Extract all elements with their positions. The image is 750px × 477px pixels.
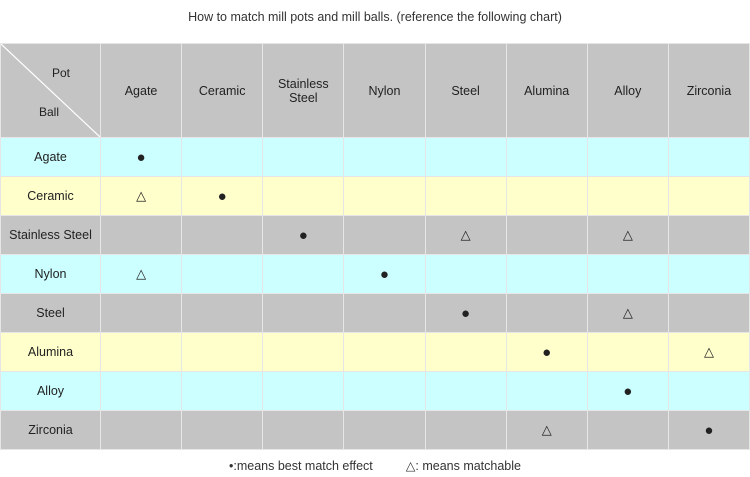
- table-cell: [344, 372, 425, 411]
- row-header: Ceramic: [1, 177, 101, 216]
- table-cell: [587, 138, 668, 177]
- column-header: Zirconia: [668, 44, 749, 138]
- table-cell: [506, 216, 587, 255]
- page-title: How to match mill pots and mill balls. (reference the following chart): [188, 10, 562, 24]
- table-cell: [263, 216, 344, 255]
- table-cell: [101, 372, 182, 411]
- table-cell: [182, 138, 263, 177]
- table-cell: [344, 294, 425, 333]
- table-cell: [263, 372, 344, 411]
- corner-ball-label: Ball: [39, 105, 60, 119]
- table-cell: [263, 255, 344, 294]
- table-row: [1, 372, 750, 411]
- best-match-dot-icon: ●: [379, 265, 389, 283]
- table-cell: [587, 411, 668, 450]
- best-match-dot-icon: ●: [217, 187, 227, 205]
- table-cell: [101, 255, 182, 294]
- table-cell: [425, 333, 506, 372]
- table-cell: [587, 372, 668, 411]
- matchable-triangle-icon: △: [622, 305, 633, 320]
- table-cell: [425, 138, 506, 177]
- table-cell: [506, 411, 587, 450]
- matchable-triangle-icon: △: [541, 422, 552, 437]
- table-cell: [263, 333, 344, 372]
- table-cell: [668, 216, 749, 255]
- table-cell: [182, 333, 263, 372]
- table-cell: [101, 411, 182, 450]
- best-match-dot-icon: ●: [704, 421, 714, 439]
- table-cell: [425, 294, 506, 333]
- table-cell: [263, 177, 344, 216]
- table-cell: [101, 177, 182, 216]
- table-cell: [101, 333, 182, 372]
- row-header: Stainless Steel: [1, 216, 101, 255]
- row-header: Agate: [1, 138, 101, 177]
- table-row: [1, 411, 750, 450]
- table-cell: [506, 333, 587, 372]
- table-cell: [182, 216, 263, 255]
- table-cell: [344, 138, 425, 177]
- table-row: [1, 255, 750, 294]
- table-cell: [101, 216, 182, 255]
- matchable-triangle-icon: △: [136, 266, 147, 281]
- legend: [0, 458, 750, 473]
- best-match-dot-icon: ●: [542, 343, 552, 361]
- corner-cell: [1, 44, 101, 138]
- table-row: [1, 294, 750, 333]
- table-cell: [182, 177, 263, 216]
- column-header: Alumina: [506, 44, 587, 138]
- table-cell: [263, 138, 344, 177]
- column-header: Ceramic: [182, 44, 263, 138]
- table-cell: [425, 216, 506, 255]
- table-cell: [344, 255, 425, 294]
- column-header: Agate: [101, 44, 182, 138]
- column-header: Nylon: [344, 44, 425, 138]
- table-cell: [506, 294, 587, 333]
- table-cell: [425, 255, 506, 294]
- table-cell: [425, 372, 506, 411]
- table-row: [1, 177, 750, 216]
- table-row: [1, 216, 750, 255]
- table-cell: [668, 411, 749, 450]
- table-cell: [182, 372, 263, 411]
- matchable-triangle-icon: △: [703, 344, 714, 359]
- table-cell: [425, 177, 506, 216]
- row-header: Nylon: [1, 255, 101, 294]
- table-cell: [344, 177, 425, 216]
- best-match-dot-icon: ●: [298, 226, 308, 244]
- row-header: Alloy: [1, 372, 101, 411]
- table-cell: [506, 372, 587, 411]
- table-cell: [668, 138, 749, 177]
- table-cell: [668, 294, 749, 333]
- table-cell: [182, 255, 263, 294]
- row-header: Zirconia: [1, 411, 101, 450]
- table-cell: [182, 294, 263, 333]
- best-match-dot-icon: ●: [136, 148, 146, 166]
- table-row: [1, 138, 750, 177]
- table-cell: [587, 216, 668, 255]
- best-match-dot-icon: ●: [461, 304, 471, 322]
- header-row: [1, 44, 750, 138]
- table-cell: [506, 177, 587, 216]
- column-header: Steel: [425, 44, 506, 138]
- table-cell: [668, 333, 749, 372]
- corner-pot-label: Pot: [51, 66, 70, 80]
- table-cell: [506, 255, 587, 294]
- table-cell: [101, 138, 182, 177]
- table-cell: [263, 411, 344, 450]
- matchable-triangle-icon: △: [622, 227, 633, 242]
- row-header: Steel: [1, 294, 101, 333]
- table-cell: [263, 294, 344, 333]
- table-cell: [344, 411, 425, 450]
- column-header: Alloy: [587, 44, 668, 138]
- table-row: [1, 333, 750, 372]
- table-cell: [587, 294, 668, 333]
- table-cell: [182, 411, 263, 450]
- table-cell: [344, 333, 425, 372]
- best-match-dot-icon: ●: [623, 382, 633, 400]
- legend-best: •:means best match effect: [228, 459, 373, 473]
- diagonal-divider: [1, 44, 100, 137]
- matchable-triangle-icon: △: [460, 227, 471, 242]
- table-cell: [668, 177, 749, 216]
- table-cell: [344, 216, 425, 255]
- column-header: Stainless Steel: [263, 44, 344, 138]
- table-cell: [587, 333, 668, 372]
- table-cell: [506, 138, 587, 177]
- legend-matchable: △: means matchable: [405, 459, 521, 473]
- table-cell: [668, 255, 749, 294]
- matchable-triangle-icon: △: [136, 188, 147, 203]
- table-cell: [587, 177, 668, 216]
- table-cell: [101, 294, 182, 333]
- match-table: [0, 43, 750, 450]
- row-header: Alumina: [1, 333, 101, 372]
- table-body: [1, 138, 750, 450]
- table-cell: [425, 411, 506, 450]
- table-cell: [668, 372, 749, 411]
- table-cell: [587, 255, 668, 294]
